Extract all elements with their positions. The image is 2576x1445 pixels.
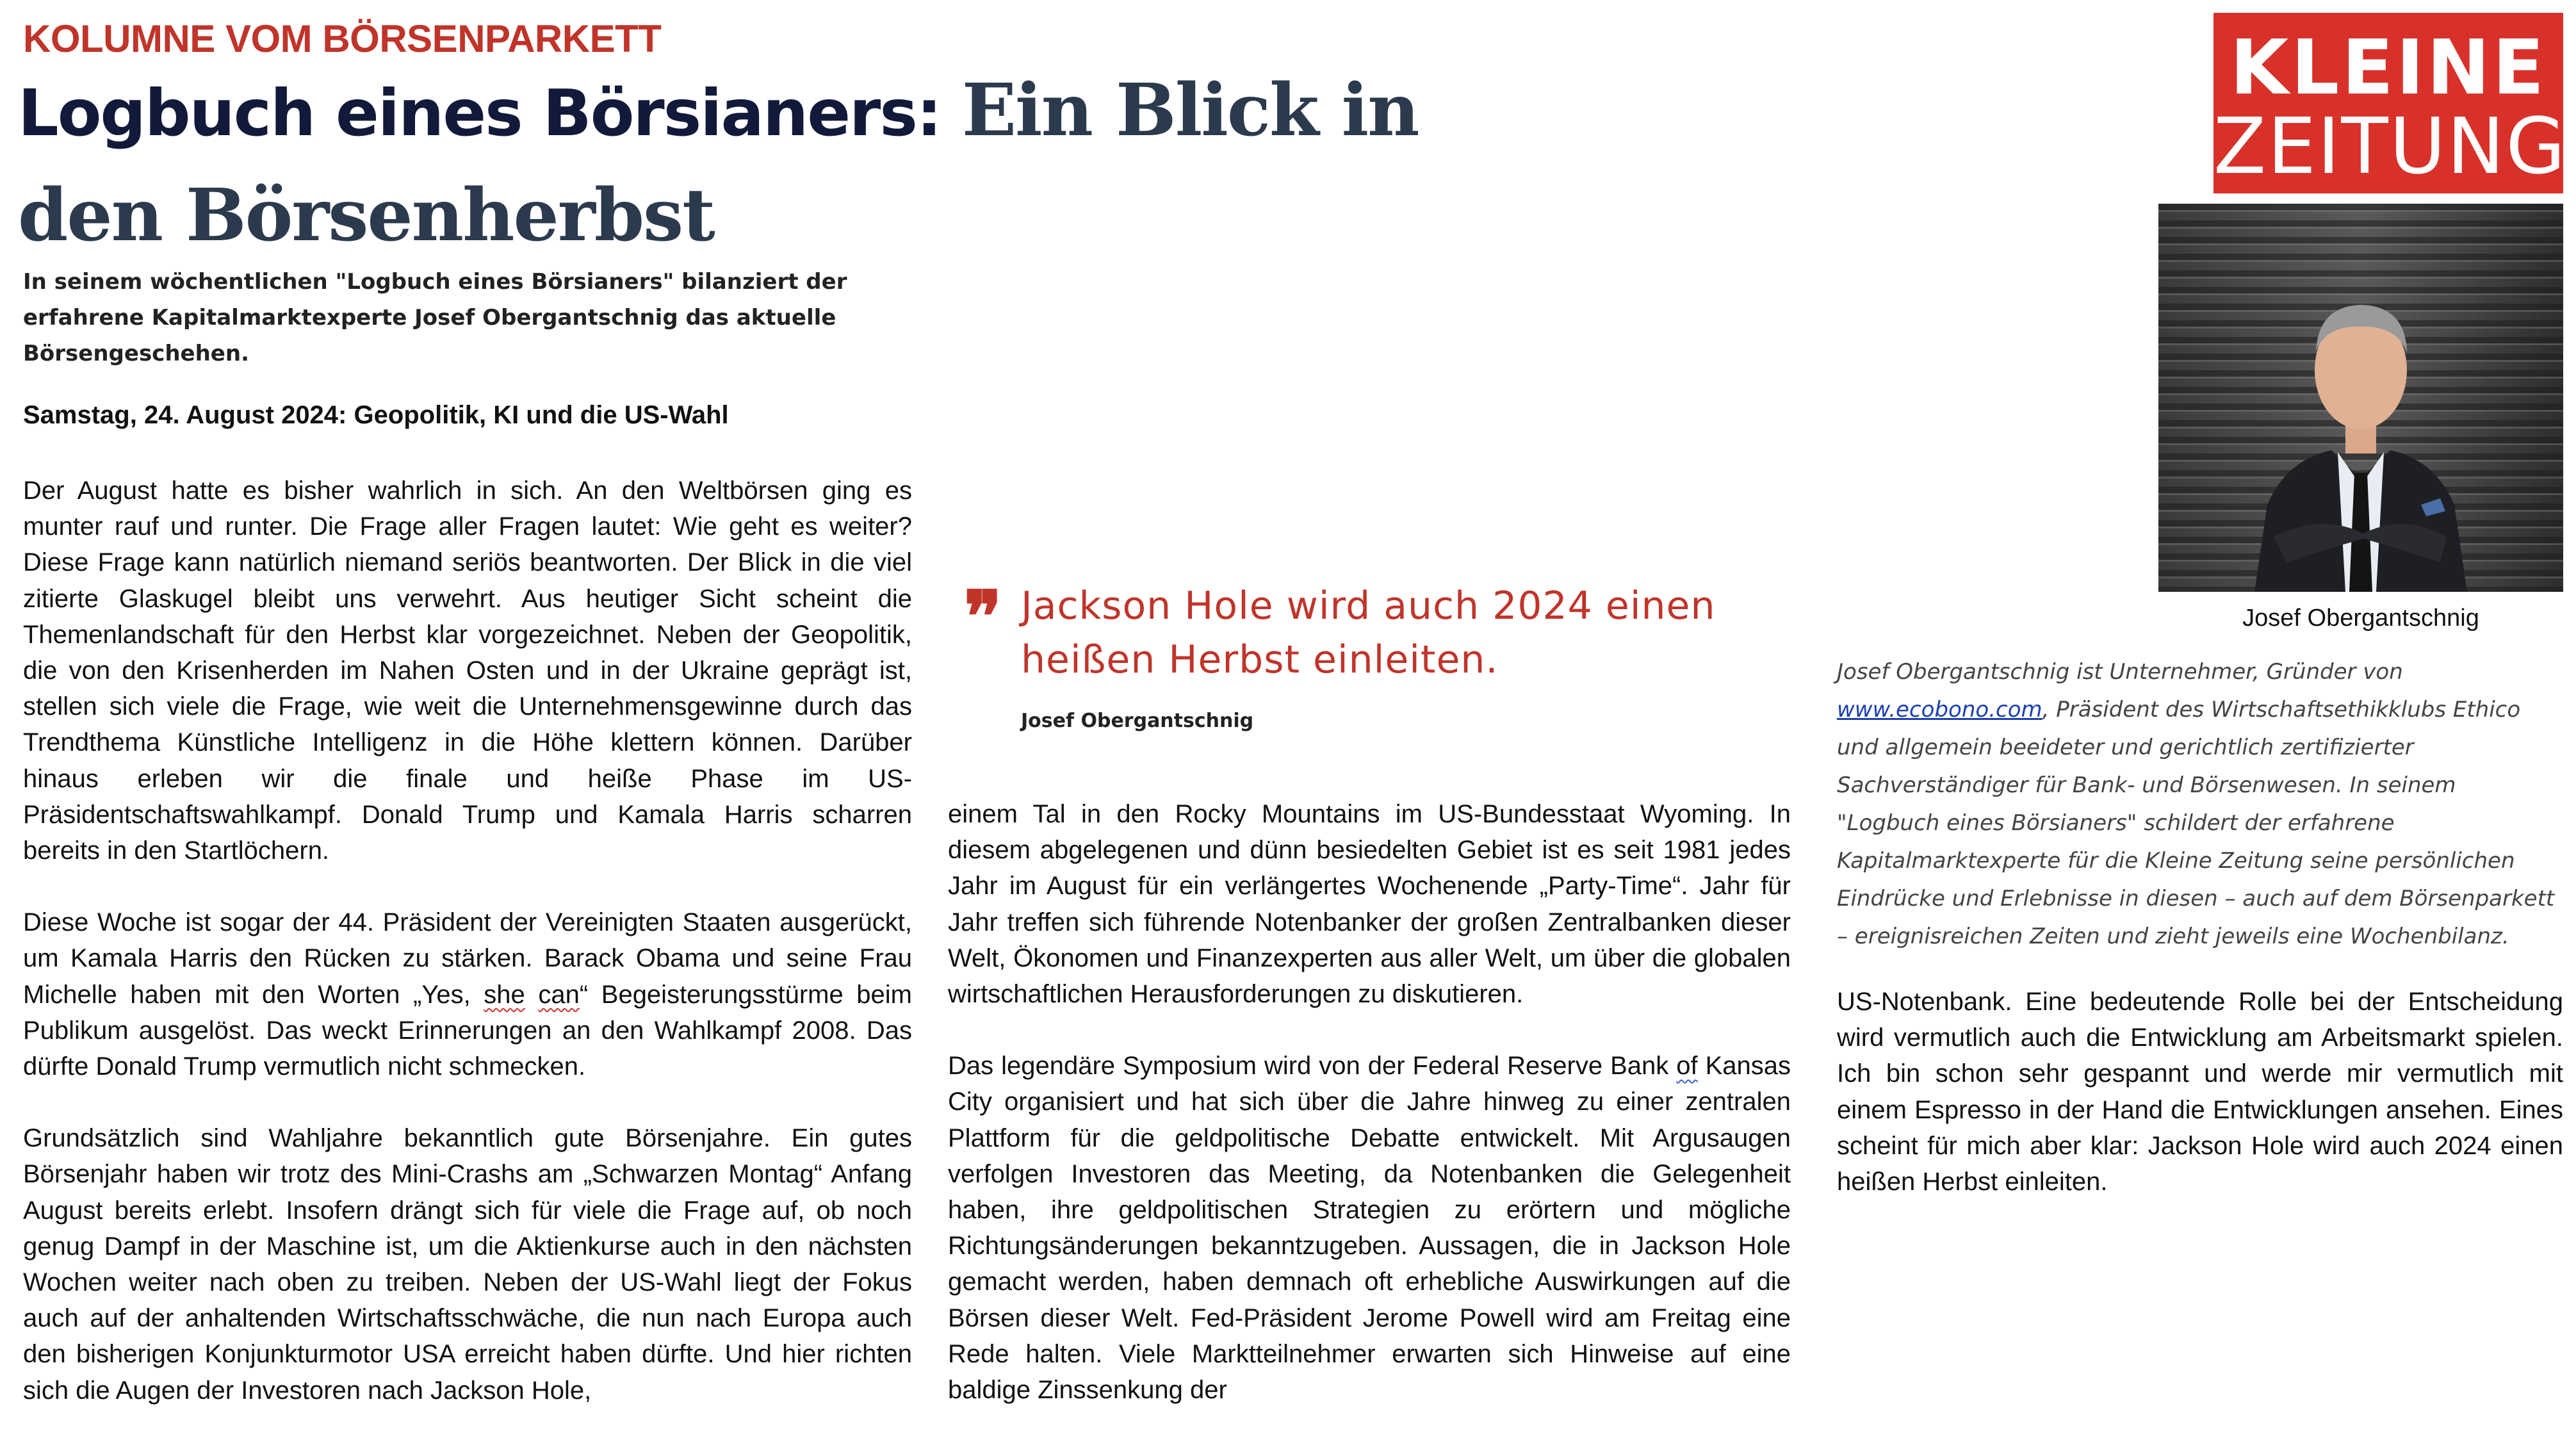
article-paragraph-3: Grundsätzlich sind Wahljahre bekanntlich gute Börsenjahre. Ein gutes Börsenjahr haben wir trotz des Mini-Crashs am „Schwarzen Montag“ Anfang August bereits erlebt. Insofern drängt sich für viele die Frage auf, ob noch genug Dampf in der Maschine ist, um die Aktienkurse auch in den nächsten Wochen weiter nach oben zu treiben. Neben der US-Wahl liegt der Fokus auch auf der anhaltenden Wirtschaftsschwäche, die nun nach Europa auch den bisherigen Konjunkturmotor USA erreicht haben dürfte. Und hier richten sich die Augen der Investoren nach Jackson Hole, bbox=[23, 1124, 912, 1405]
title-main: Ein Blick in den Börsenherbst bbox=[18, 69, 1419, 257]
article-dateline: Samstag, 24. August 2024: Geopolitik, KI und die US-Wahl bbox=[23, 401, 729, 429]
page-title bbox=[18, 69, 1491, 279]
article-paragraph-2 bbox=[23, 904, 912, 1084]
p2-text-b: “ Begeisterungsstürme beim Publikum ausgelöst. Das weckt Erinnerungen an den Wahlkampf 2008. Das dürfte Donald Trump vermutlich nicht schmecken. bbox=[23, 980, 912, 1081]
lead-paragraph: In seinem wöchentlichen "Logbuch eines Börsianers" bilanziert der erfahrene Kapitalmarktexperte Josef Obergantschnig das aktuelle Börsengeschehen. bbox=[23, 269, 847, 366]
p2-text-space bbox=[525, 981, 539, 1009]
p5-text-a: Das legendäre Symposium wird von der Federal Reserve Bank bbox=[948, 1052, 1677, 1081]
p5-text-b: Kansas City organisiert und hat sich über die Jahre hinweg zu einer zentralen Plattform für die geldpolitische Debatte entwickelt. Mit Argusaugen verfolgen Investoren das Meeting, da Notenbanken die Gelegenheit haben, ihre geldpolitischen Strategien zu erörtern und mögliche Richtungsänderungen bekanntzugeben. Aussagen, die in Jackson Hole gemacht werden, haben demnach oft erhebliche Auswirkungen auf die Börsen dieser Welt. Fed-Präsident Jerome Powell wird am Freitag eine Rede halten. Viele Marktteilnehmer erwarten sich Hinweise auf eine baldige Zinssenkung der bbox=[948, 1052, 1791, 1405]
spellcheck-word-can: can bbox=[538, 980, 580, 1009]
spellcheck-word-of: of bbox=[1676, 1052, 1698, 1081]
author-bio bbox=[1837, 653, 2563, 956]
spellcheck-word-she: she bbox=[484, 980, 525, 1009]
bio-text-2: , Präsident des Wirtschaftsethikklubs Ethico und allgemein beeideter und gerichtlich zertifizierter Sachverständiger für Bank- und Börsenwesen. In seinem "Logbuch eines Börsianers" schildert der erfahrene Kapitalmarktexperte für die Kleine Zeitung seine persönlichen Eindrücke und Erlebnisse in diesen – auch auf dem Börsenparkett – ereignisreichen Zeiten und zieht jeweils eine Wochenbilanz. bbox=[1837, 697, 2555, 949]
author-photo bbox=[2158, 204, 2563, 592]
photo-caption: Josef Obergantschnig bbox=[2242, 605, 2479, 632]
article-column-1 bbox=[23, 473, 912, 1444]
article-paragraph-5 bbox=[948, 1048, 1791, 1408]
pull-quote-author: Josef Obergantschnig bbox=[1021, 710, 1254, 732]
bio-text-1: Josef Obergantschnig ist Unternehmer, Gründer von bbox=[1837, 659, 2403, 685]
title-prefix: Logbuch eines Börsianers: bbox=[18, 76, 962, 151]
logo-line-1: KLEINE bbox=[2230, 23, 2547, 111]
article-paragraph-4: einem Tal in den Rocky Mountains im US-Bundesstaat Wyoming. In diesem abgelegenen und dünn besiedelten Gebiet ist es seit 1981 jedes Jahr im August für ein verlängertes Wochenende „Party-Time“. Jahr für Jahr treffen sich führende Notenbanker der großen Zentralbanken dieser Welt, Ökonomen und Finanzexperten aus aller Welt, um über die globalen wirtschaftlichen Herausforderungen zu diskutieren. bbox=[948, 800, 1791, 1009]
article-paragraph-6: US-Notenbank. Eine bedeutende Rolle bei der Entscheidung wird vermutlich auch die Entwicklung am Arbeitsmarkt spielen. Ich bin schon sehr gespannt und werde mir vermutlich mit einem Espresso in der Hand die Entwicklungen ansehen. Eines scheint für mich aber klar: Jackson Hole wird auch 2024 einen heißen Herbst einleiten. bbox=[1837, 988, 2563, 1196]
logo-line-2: ZEITUNG bbox=[2213, 102, 2567, 192]
quote-icon: ❞ bbox=[964, 575, 1002, 658]
article-paragraph-1: Der August hatte es bisher wahrlich in sich. An den Weltbörsen ging es munter rauf und runter. Die Frage aller Fragen lautet: Wie geht es weiter? Diese Frage kann natürlich niemand seriös beantworten. Der Blick in die viel zitierte Glaskugel bleibt uns verwehrt. Aus heutiger Sicht scheint die Themenlandschaft für den Herbst klar vorgezeichnet. Neben der Geopolitik, die von den Krisenherden im Nahen Osten und in der Ukraine geprägt ist, stellen sich viele die Frage, wie weit die Unternehmensgewinne durch das Trendthema Künstliche Intelligenz in die Höhe klettern können. Darüber hinaus erleben wir die finale und heiße Phase im US-Präsidentschaftswahlkampf. Donald Trump und Kamala Harris scharren bereits in den Startlöchern. bbox=[23, 477, 912, 865]
p2-text-a: Diese Woche ist sogar der 44. Präsident der Vereinigten Staaten ausgerückt, um Kamala Harris den Rücken zu stärken. Barack Obama und seine Frau Michelle haben mit den Worten „Yes, bbox=[23, 908, 912, 1009]
article-column-2 bbox=[948, 796, 1791, 1444]
kleine-zeitung-logo bbox=[2213, 13, 2567, 193]
ecobono-link[interactable]: www.ecobono.com bbox=[1837, 697, 2042, 722]
article-column-3 bbox=[1837, 984, 2563, 1236]
pull-quote: Jackson Hole wird auch 2024 einen heißen Herbst einleiten. bbox=[1021, 584, 1716, 682]
column-kicker: KOLUMNE VOM BÖRSENPARKETT bbox=[23, 17, 662, 60]
